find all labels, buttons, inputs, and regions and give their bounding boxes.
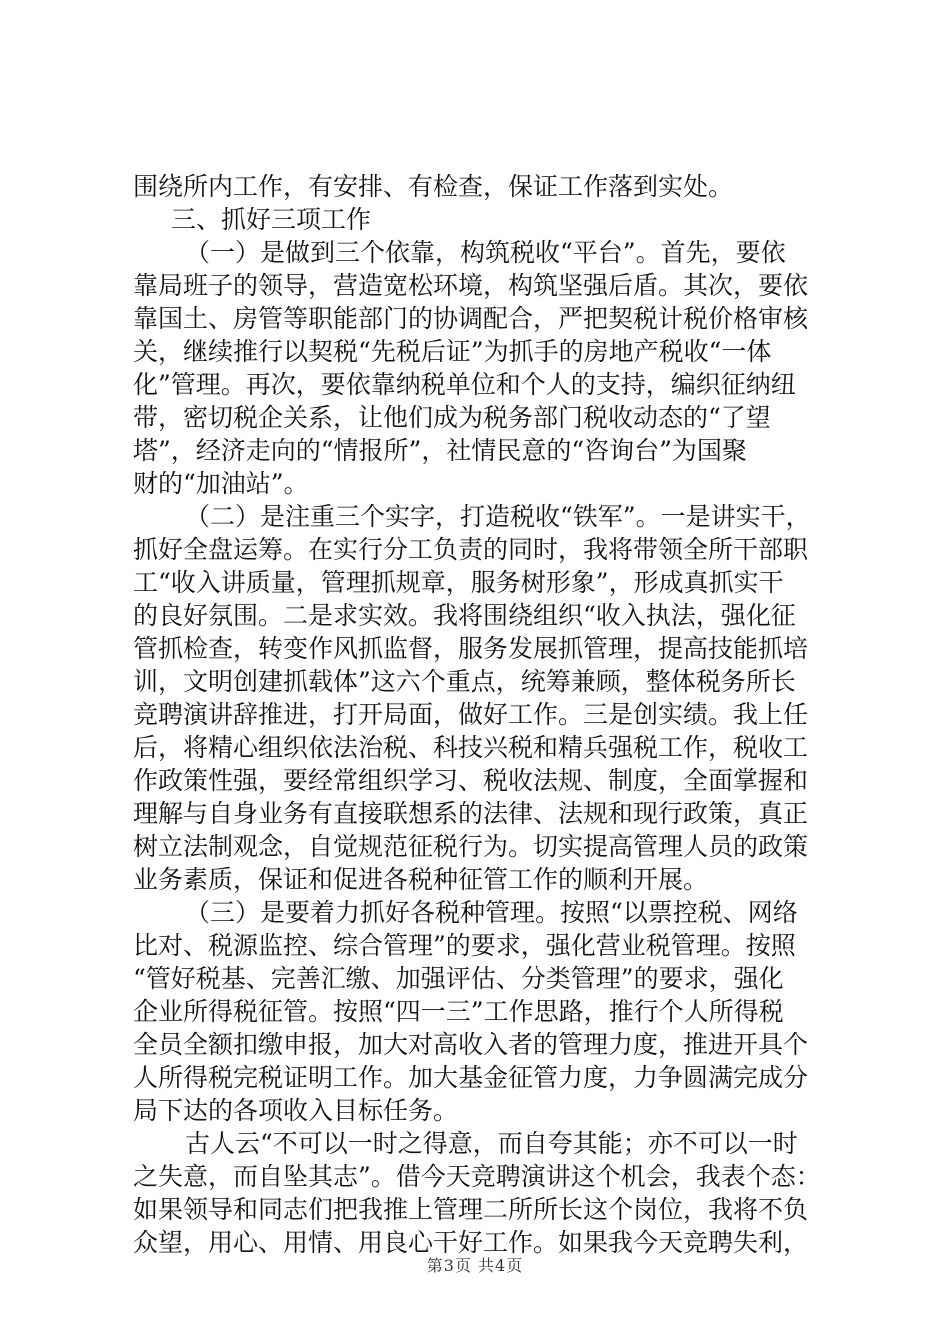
text-line: 众望，用心、用情、用良心干好工作。如果我今天竞聘失利， (133, 1228, 809, 1257)
text-line: 塔”，经济走向的“情报所”，社情民意的“咨询台”为国聚 (133, 436, 747, 465)
text-line: 的良好氛围。二是求实效。我将围绕组织“收入执法，强化征 (133, 601, 796, 630)
text-line: 训，文明创建抓载体”这六个重点，统筹兼顾，整体税务所长 (133, 667, 796, 696)
text-line: 化”管理。再次，要依靠纳税单位和个人的支持，编织征纳纽 (133, 370, 796, 399)
text-line: （三）是要着力抓好各税种管理。按照“以票控税、网络 (185, 898, 798, 927)
text-line: 竞聘演讲辞推进，打开局面，做好工作。三是创实绩。我上任 (133, 700, 809, 729)
text-line: 如果领导和同志们把我推上管理二所所长这个岗位，我将不负 (133, 1195, 809, 1224)
text-line: 之失意，而自坠其志”。借今天竞聘演讲这个机会，我表个态： (133, 1162, 821, 1191)
page-number-footer: 第3页 共4页 (426, 1256, 524, 1275)
text-line: 工“收入讲质量，管理抓规章，服务树形象”，形成真抓实干 (133, 568, 784, 597)
text-line: 企业所得税征管。按照“四一三”工作思路，推行个人所得税 (133, 997, 784, 1026)
text-line: 古人云“不可以一时之得意，而自夸其能；亦不可以一时 (185, 1129, 798, 1158)
text-line: 管抓检查，转变作风抓监督，服务发展抓管理，提高技能抓培 (133, 634, 809, 663)
text-line: 局下达的各项收入目标任务。 (133, 1096, 459, 1125)
text-line: 靠国土、房管等职能部门的协调配合，严把契税计税价格审核 (133, 304, 809, 333)
text-line: 财的“加油站”。 (133, 469, 309, 498)
text-line: 靠局班子的领导，营造宽松环境，构筑坚强后盾。其次，要依 (133, 271, 809, 300)
text-line: 理解与自身业务有直接联想系的法律、法规和现行政策，真正 (133, 799, 809, 828)
text-line: 树立法制观念，自觉规范征税行为。切实提高管理人员的政策 (133, 832, 809, 861)
text-line: “管好税基、完善汇缴、加强评估、分类管理”的要求，强化 (133, 964, 784, 993)
text-line: 围绕所内工作，有安排、有检查，保证工作落到实处。 (133, 172, 734, 201)
text-line: （一）是做到三个依靠，构筑税收“平台”。首先，要依 (185, 238, 786, 267)
text-line: 作政策性强，要经常组织学习、税收法规、制度，全面掌握和 (133, 766, 809, 795)
text-line: 业务素质，保证和促进各税种征管工作的顺利开展。 (133, 865, 709, 894)
document-body (133, 170, 833, 1259)
text-line: （二）是注重三个实字，打造税收“铁军”。一是讲实干， (185, 502, 811, 531)
text-line: 后，将精心组织依法治税、科技兴税和精兵强税工作，税收工 (133, 733, 809, 762)
text-line: 人所得税完税证明工作。加大基金征管力度，力争圆满完成分 (133, 1063, 809, 1092)
text-line: 全员全额扣缴申报，加大对高收入者的管理力度，推进开具个 (133, 1030, 809, 1059)
section-heading: 三、抓好三项工作 (171, 205, 372, 234)
text-line: 关，继续推行以契税“先税后证”为抓手的房地产税收“一体 (133, 337, 772, 366)
text-line: 比对、税源监控、综合管理”的要求，强化营业税管理。按照 (133, 931, 796, 960)
text-line: 抓好全盘运筹。在实行分工负责的同时，我将带领全所干部职 (133, 535, 809, 564)
text-line: 带，密切税企关系，让他们成为税务部门税收动态的“了望 (133, 403, 771, 432)
